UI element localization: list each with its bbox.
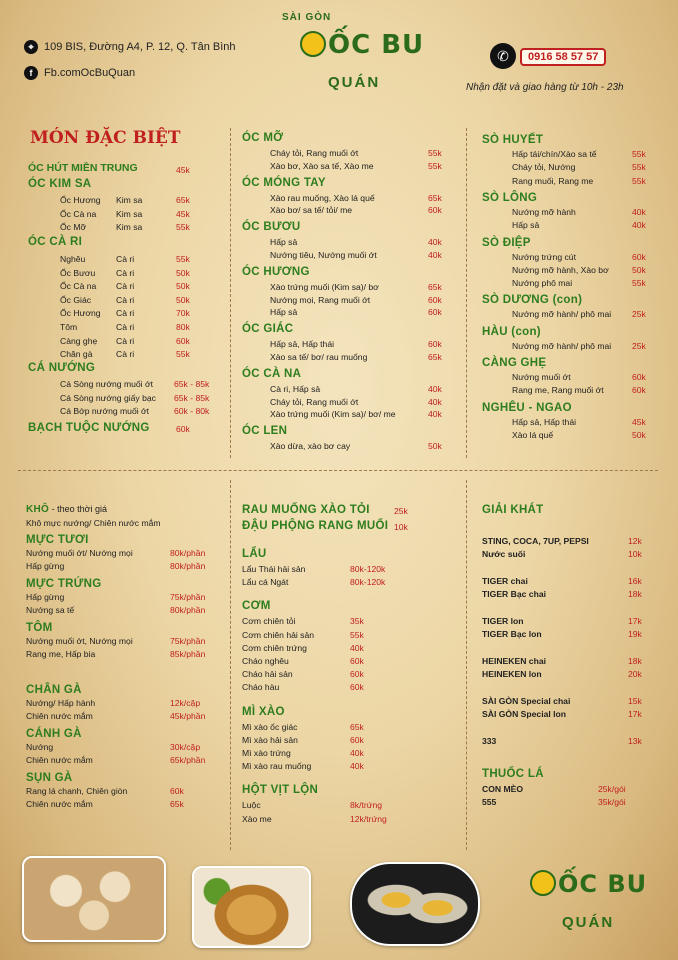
category-label: HÀU (con) <box>482 325 541 338</box>
rau-muong-label: RAU MUỐNG XÀO TỎI <box>242 504 370 516</box>
menu-item-name: Ốc Mỡ <box>60 222 87 232</box>
category-label: ÓC GIÁC <box>242 323 294 336</box>
menu-item-price: 65k <box>428 192 442 203</box>
facebook-icon: f <box>24 66 38 80</box>
menu-item-name: Mì xào rau muống <box>242 761 312 772</box>
menu-item-name: Mì xào trứng <box>242 748 291 758</box>
menu-item-name: Xào rau muống, Xào lá quế <box>270 192 375 203</box>
dau-phong-label: ĐẬU PHỘNG RANG MUỐI <box>242 520 389 532</box>
category-label: TÔM <box>26 622 53 634</box>
drink-price: 10k <box>628 549 642 559</box>
menu-item-name: Xào me <box>242 813 272 824</box>
category-label: SÒ DƯƠNG (con) <box>482 294 583 307</box>
menu-item-name: Chiên nước mắm <box>26 711 93 721</box>
menu-item-name: Nướng mỡ hành, Xào bơ <box>512 264 609 275</box>
menu-item-name: Lẩu Thái hải sản <box>242 564 306 574</box>
category-label: HỘT VỊT LỘN <box>242 784 319 797</box>
special-title: MÓN ĐẶC BIỆT <box>30 128 181 148</box>
dau-phong-price: 10k <box>394 522 408 532</box>
menu-item-price: 65k/phần <box>170 755 206 765</box>
menu-item-price: 60k <box>428 307 442 318</box>
menu-item-name: Hấp sả, Hấp thái <box>270 339 335 350</box>
menu-item-name: Lẩu cá Ngát <box>242 577 289 588</box>
menu-item-price: 60k <box>176 335 190 346</box>
category-label: MỰC TƯƠI <box>26 534 89 546</box>
menu-item-price: 85k/phần <box>170 649 206 659</box>
menu-item-name: Xào bơ/ sa tế/ tỏi/ me <box>270 205 353 216</box>
drink-price: 17k <box>628 616 642 626</box>
category-label: NGHÊU - NGAO <box>482 401 572 414</box>
menu-item-price: 60k <box>350 682 364 693</box>
category-label: ÓC BƯƠU <box>242 221 301 234</box>
drink-price: 15k <box>628 696 642 706</box>
menu-item-name: Ốc Cà na <box>60 208 97 219</box>
scallops-photo <box>22 856 166 942</box>
drink-name: SÀI GÒN Special chai <box>482 696 571 706</box>
menu-item-price: 12k/trứng <box>350 813 387 824</box>
menu-item-price: 40k <box>350 642 364 653</box>
map-pin-icon: ⌖ <box>24 40 38 54</box>
kho-item: Khô mực nướng/ Chiên nước mắm <box>26 518 161 528</box>
menu-item-name: Nướng mọi, Rang muối ớt <box>270 294 371 305</box>
menu-item-name: Ốc Hương <box>60 308 101 319</box>
menu-item-price: 55k <box>632 162 646 173</box>
menu-item-price: 40k <box>428 409 442 420</box>
menu-item-price: 35k <box>350 616 364 627</box>
menu-item-name: Cháo nghêu <box>242 656 289 666</box>
menu-item-name: Chân gà <box>60 349 93 360</box>
drink-price: 13k <box>628 736 642 746</box>
menu-item-name: Xào dừa, xào bơ cay <box>270 441 351 452</box>
menu-item-price: 30k/cặp <box>170 742 201 752</box>
menu-item-price: 40k <box>632 206 646 217</box>
drink-name: TIGER lon <box>482 616 524 626</box>
facebook-line[interactable]: f Fb.comOcBuQuan <box>24 66 135 80</box>
menu-item-price: 65k <box>350 721 364 732</box>
menu-item-price: 12k/cặp <box>170 698 201 708</box>
menu-item-name: Nghêu <box>60 254 86 264</box>
drink-price: 18k <box>628 589 642 599</box>
menu-item-name: Mì xào ốc giác <box>242 721 298 732</box>
tobacco-price: 25k/gói <box>598 784 626 794</box>
ca-ri-label: ÓC CÀ RI <box>28 236 83 248</box>
menu-item-style: Cà ri <box>116 267 135 278</box>
category-label: LẨU <box>242 548 267 560</box>
menu-item-price: 60k <box>632 385 646 396</box>
oc-hut-price: 45k <box>176 165 190 175</box>
menu-item-price: 65k - 85k <box>174 392 210 403</box>
footer-logo-sub: QUÁN <box>562 914 615 931</box>
ca-nuong-label: CÁ NƯỚNG <box>28 362 96 374</box>
category-label: SÒ ĐIỆP <box>482 236 531 249</box>
menu-item-style: Cà ri <box>116 254 135 264</box>
drinks-label: GIẢI KHÁT <box>482 504 544 516</box>
menu-item-price: 50k <box>632 264 646 275</box>
menu-item-name: Nướng mỡ hành/ phô mai <box>512 340 612 351</box>
menu-item-style: Cà ri <box>116 294 135 305</box>
footer-logo-main: ỐC BU <box>530 870 647 898</box>
bach-tuoc-price: 60k <box>176 424 190 434</box>
menu-item-price: 55k <box>428 160 442 171</box>
menu-item-price: 65k <box>170 799 184 809</box>
menu-item-price: 40k <box>350 761 364 772</box>
menu-item-price: 65k <box>176 195 190 205</box>
logo-main: ỐC BU <box>300 30 424 60</box>
category-label: SÒ LÔNG <box>482 191 538 204</box>
category-label: ÓC CÀ NA <box>242 367 302 380</box>
menu-item-price: 55k <box>350 629 364 640</box>
bach-tuoc-label: BẠCH TUỘC NƯỚNG <box>28 422 150 434</box>
menu-item-price: 40k <box>428 237 442 248</box>
oc-hut-label: ÓC HÚT MIỀN TRUNG <box>28 162 138 174</box>
category-label: CƠM <box>242 600 271 613</box>
menu-item-price: 55k <box>632 175 646 186</box>
menu-item-price: 60k - 80k <box>174 406 210 416</box>
menu-item-name: Cà ri, Hấp sả <box>270 383 321 394</box>
menu-item-name: Xào bơ, Xào sa tế, Xào me <box>270 160 374 171</box>
menu-item-name: Ốc Hương <box>60 195 101 205</box>
menu-item-name: Hấp gừng <box>26 561 65 571</box>
menu-item-price: 75k/phần <box>170 592 206 602</box>
snail-icon <box>300 31 326 57</box>
menu-item-name: Chiên nước mắm <box>26 799 93 809</box>
menu-item-price: 80k/phần <box>170 605 206 615</box>
menu-item-name: Càng ghẹ <box>60 335 98 346</box>
menu-item-name: Ốc Bươu <box>60 267 96 278</box>
category-label: CHÂN GÀ <box>26 684 82 696</box>
category-label: CÁNH GÀ <box>26 728 82 740</box>
menu-item-name: Xào trứng muối (Kim sa)/ bơ/ me <box>270 409 396 420</box>
phone-number[interactable]: 0916 58 57 57 <box>520 48 606 66</box>
menu-item-name: Cá Sòng nướng giấy bạc <box>60 392 156 403</box>
menu-item-name: Luộc <box>242 800 261 811</box>
menu-item-name: Nướng mỡ hành/ phô mai <box>512 309 612 320</box>
logo-top-text: SÀI GÒN <box>282 12 332 23</box>
menu-item-price: 8k/trứng <box>350 800 383 811</box>
menu-item-name: Cháy tỏi, Nướng <box>512 162 576 173</box>
menu-item-price: 65k - 85k <box>174 379 210 389</box>
menu-item-name: Hấp tái/chín/Xào sa tế <box>512 149 597 159</box>
menu-item-price: 75k/phần <box>170 636 206 646</box>
stir-fry-photo <box>192 866 311 948</box>
drink-name: Nước suối <box>482 549 526 559</box>
menu-item-name: Cá Bớp nướng muối ớt <box>60 406 150 416</box>
category-label: MỰC TRỨNG <box>26 578 102 590</box>
menu-item-price: 55k <box>176 254 190 264</box>
category-label: MÌ XÀO <box>242 705 285 718</box>
menu-item-price: 40k <box>428 383 442 394</box>
menu-item-name: Rang lá chanh, Chiên giòn <box>26 786 128 796</box>
menu-item-style: Kim sa <box>116 208 143 219</box>
menu-item-price: 80k <box>176 322 190 332</box>
category-label: CÀNG GHẸ <box>482 357 547 369</box>
menu-item-price: 55k <box>176 222 190 232</box>
menu-item-price: 65k <box>428 281 442 292</box>
menu-item-name: Nướng mỡ hành <box>512 206 576 217</box>
menu-item-name: Cơm chiên hải sản <box>242 629 315 640</box>
menu-item-price: 40k <box>350 748 364 758</box>
menu-item-name: Chiên nước mắm <box>26 755 93 765</box>
menu-item-name: Rang me, Rang muối ớt <box>512 385 604 396</box>
menu-item-price: 55k <box>176 349 190 360</box>
drink-name: TIGER Bạc lon <box>482 629 542 639</box>
menu-item-name: Hấp sả <box>270 237 298 248</box>
menu-item-price: 60k <box>350 669 364 680</box>
menu-item-price: 40k <box>428 396 442 407</box>
menu-item-name: Nướng/ Hấp hành <box>26 698 96 708</box>
menu-item-name: Cơm chiên tỏi <box>242 616 296 627</box>
menu-item-price: 70k <box>176 308 190 319</box>
menu-item-style: Cà ri <box>116 349 135 360</box>
menu-item-style: Cà ri <box>116 335 135 346</box>
kim-sa-label: ÓC KIM SA <box>28 178 92 190</box>
tobacco-price: 35k/gói <box>598 797 626 807</box>
category-label: ÓC MÓNG TAY <box>242 176 326 189</box>
address-line: ⌖ 109 BIS, Đường A4, P. 12, Q. Tân Bình <box>24 40 236 54</box>
snail-icon <box>530 870 556 896</box>
menu-item-price: 40k <box>428 250 442 260</box>
drink-name: HEINEKEN lon <box>482 669 542 679</box>
menu-item-price: 60k <box>428 205 442 216</box>
menu-item-name: Ốc Cà na <box>60 281 97 292</box>
menu-item-name: Xào lá quế <box>512 429 554 440</box>
menu-item-price: 50k <box>428 441 442 452</box>
menu-item-price: 80k/phần <box>170 548 206 558</box>
menu-item-name: Nướng trứng cút <box>512 251 576 262</box>
menu-item-price: 80k/phần <box>170 561 206 571</box>
menu-item-price: 40k <box>632 220 646 231</box>
menu-item-style: Kim sa <box>116 195 143 205</box>
drink-price: 19k <box>628 629 642 639</box>
menu-item-name: Rang muối, Rang me <box>512 175 594 186</box>
hours-text: Nhận đặt và giao hàng từ 10h - 23h <box>466 82 624 93</box>
menu-item-name: Rang me, Hấp bia <box>26 649 96 659</box>
logo-sub: QUÁN <box>328 74 381 91</box>
menu-item-price: 50k <box>176 267 190 278</box>
rau-muong-price: 25k <box>394 506 408 516</box>
menu-item-name: Xào sa tế/ bơ/ rau muống <box>270 352 368 362</box>
drink-name: HEINEKEN chai <box>482 656 546 666</box>
menu-item-price: 25k <box>632 309 646 320</box>
menu-item-price: 60k <box>428 294 442 305</box>
menu-item-price: 25k <box>632 340 646 351</box>
menu-item-name: Cơm chiên trứng <box>242 642 307 653</box>
menu-item-style: Cà ri <box>116 308 135 319</box>
drink-name: STING, COCA, 7UP, PEPSI <box>482 536 589 546</box>
menu-item-price: 55k <box>632 149 646 159</box>
tobacco-label: THUỐC LÁ <box>482 768 544 780</box>
category-label: ÓC MỠ <box>242 132 284 144</box>
menu-item-name: Cháy tỏi, Rang muối ớt <box>270 148 359 158</box>
menu-item-name: Nướng muối ớt <box>512 372 571 382</box>
menu-item-name: Nướng muối ớt/ Nướng mọi <box>26 548 133 558</box>
menu-item-price: 80k-120k <box>350 577 386 588</box>
category-label: SỤN GÀ <box>26 772 73 784</box>
menu-item-name: Hấp gừng <box>26 592 65 602</box>
drink-name: TIGER Bạc chai <box>482 589 546 599</box>
drink-price: 17k <box>628 709 642 719</box>
menu-item-name: Tôm <box>60 322 78 332</box>
menu-item-price: 45k <box>176 208 190 219</box>
drink-name: TIGER chai <box>482 576 528 586</box>
menu-item-name: Cháy tỏi, Rang muối ớt <box>270 396 359 407</box>
menu-item-name: Xào trứng muối (Kim sa)/ bơ <box>270 281 379 292</box>
menu-item-name: Nướng sa tế <box>26 605 75 615</box>
menu-item-name: Nướng phô mai <box>512 278 573 289</box>
menu-item-price: 60k <box>632 251 646 262</box>
menu-item-name: Mì xào hải sản <box>242 734 298 745</box>
menu-item-style: Kim sa <box>116 222 143 232</box>
menu-item-price: 55k <box>632 278 646 289</box>
drink-price: 16k <box>628 576 642 586</box>
menu-item-name: Hấp sả <box>512 220 540 231</box>
menu-item-price: 60k <box>350 656 364 666</box>
menu-item-name: Nướng <box>26 742 54 752</box>
menu-item-name: Hấp sả <box>270 307 298 318</box>
drink-price: 20k <box>628 669 642 679</box>
drink-name: SÀI GÒN Special lon <box>482 709 567 719</box>
menu-item-price: 60k <box>632 372 646 382</box>
menu-item-price: 50k <box>176 294 190 305</box>
drink-price: 12k <box>628 536 642 546</box>
menu-item-name: Nướng tiêu, Nướng muối ớt <box>270 250 377 260</box>
menu-item-name: Cá Sòng nướng muối ớt <box>60 379 153 389</box>
category-label: SÒ HUYẾT <box>482 134 544 146</box>
menu-item-price: 60k <box>170 786 184 796</box>
menu-item-style: Cà ri <box>116 281 135 292</box>
menu-item-price: 45k/phần <box>170 711 206 721</box>
menu-item-price: 60k <box>428 339 442 350</box>
menu-item-style: Cà ri <box>116 322 135 332</box>
menu-item-price: 65k <box>428 352 442 362</box>
category-label: ÓC HƯƠNG <box>242 265 310 278</box>
drink-name: 333 <box>482 736 497 746</box>
menu-item-price: 60k <box>350 734 364 745</box>
category-label: ÓC LEN <box>242 425 288 438</box>
kho-heading: KHÔ - theo thời giá <box>26 504 108 515</box>
menu-item-name: Hấp sả, Hấp thái <box>512 416 577 427</box>
menu-item-price: 50k <box>632 429 646 440</box>
menu-item-name: Nướng muối ớt, Nướng mọi <box>26 636 133 646</box>
tobacco-name: CON MÈO <box>482 784 524 794</box>
menu-item-price: 55k <box>428 148 442 158</box>
menu-item-price: 80k-120k <box>350 564 386 574</box>
phone-icon[interactable]: ✆ <box>490 43 516 69</box>
drink-price: 18k <box>628 656 642 666</box>
menu-item-name: Cháo hải sản <box>242 669 293 680</box>
menu-item-price: 50k <box>176 281 190 292</box>
menu-item-name: Cháo hàu <box>242 682 280 693</box>
oyster-cheese-photo <box>350 862 480 946</box>
tobacco-name: 555 <box>482 797 497 807</box>
menu-item-price: 45k <box>632 416 646 427</box>
menu-item-name: Ốc Giác <box>60 294 92 305</box>
